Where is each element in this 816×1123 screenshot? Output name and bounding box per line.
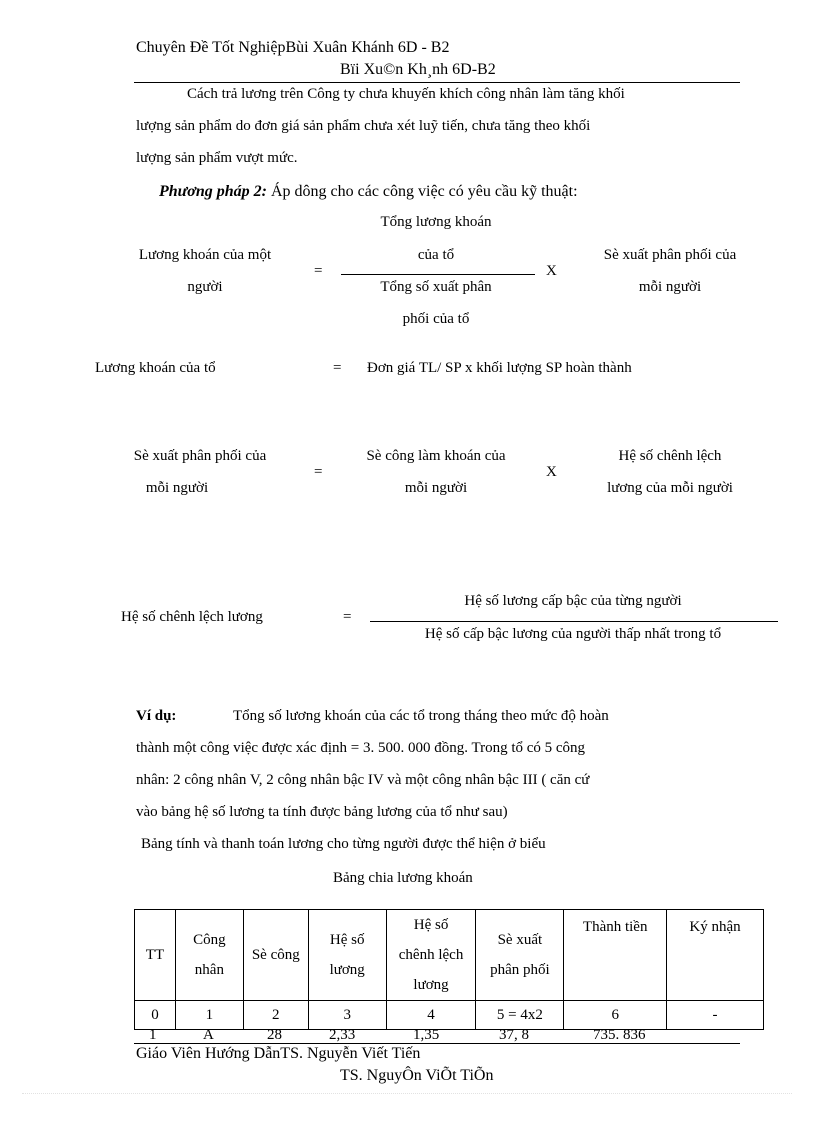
col-header-diff-coef: Hệ số chênh lệch lương — [386, 910, 476, 1001]
f3-lhs-line-1: Sè xuất phân phối của — [133, 448, 267, 464]
example-line-1: Tổng số lương khoán của các tổ trong tháng theo mức độ hoàn — [233, 708, 609, 724]
cut-cell: 37, 8 — [499, 1027, 529, 1043]
cut-cell: 28 — [267, 1027, 282, 1043]
header-line-1: Chuyên Đề Tốt NghiệpBùi Xuân Khánh 6D - B2 — [136, 39, 450, 56]
table-caption: Bảng chia lương khoán — [333, 870, 473, 886]
f1-rhs-line-1: Sè xuất phân phối của — [603, 247, 737, 263]
f3-middle-line-2: mỗi người — [404, 480, 468, 496]
table-cell: - — [667, 1001, 764, 1030]
table-cell: 3 — [308, 1001, 386, 1030]
cut-cell: 735. 836 — [593, 1027, 646, 1043]
f3-lhs-line-2: mỗi người — [145, 480, 209, 496]
table-header-row — [135, 910, 764, 1001]
header-line-2: Bïi Xu©n Kh¸nh 6D-B2 — [340, 61, 496, 78]
example-line-5: Bảng tính và thanh toán lương cho từng người được thể hiện ở biểu — [141, 836, 546, 852]
cut-cell: A — [203, 1027, 214, 1043]
intro-line-2: lượng sản phẩm do đơn giá sản phẩm chưa xét luỹ tiến, chưa tăng theo khối — [136, 118, 591, 134]
f3-rhs-line-2: lương của mỗi người — [607, 480, 733, 496]
example-line-2: thành một công việc được xác định = 3. 500. 000 đồng. Trong tổ có 5 công — [136, 740, 586, 756]
table-cell: 0 — [135, 1001, 176, 1030]
col-header-signature: Ký nhận — [667, 910, 764, 1001]
f3-middle-line-1: Sè công làm khoán của — [366, 448, 506, 464]
f4-fraction-bar — [370, 621, 778, 622]
col-header-shares: Sè xuất phân phối — [476, 910, 564, 1001]
f1-rhs-line-2: mỗi người — [638, 279, 702, 295]
footer-line-2: TS. NguyÔn ViÕt TiÕn — [340, 1067, 494, 1084]
footer-rule — [134, 1043, 740, 1044]
f2-equals: = — [333, 360, 342, 376]
col-header-workdays: Sè công — [243, 910, 308, 1001]
col-header-amount: Thành tiền — [564, 910, 667, 1001]
f1-lhs-line-2: người — [187, 279, 223, 295]
intro-line-1: Cách trả lương trên Công ty chưa khuyến khích công nhân làm tăng khối — [187, 86, 625, 102]
f3-equals: = — [314, 464, 323, 480]
f4-denominator: Hệ số cấp bậc lương của người thấp nhất trong tổ — [424, 626, 722, 642]
f1-denominator-line-2: phối của tổ — [402, 311, 470, 327]
header-rule — [134, 82, 740, 83]
table-cell: 4 — [386, 1001, 476, 1030]
salary-table — [134, 909, 764, 1030]
f4-equals: = — [343, 609, 352, 625]
method-2-text: Áp dông cho các công việc có yêu cầu kỹ thuật: — [266, 183, 578, 200]
table-cell: 2 — [243, 1001, 308, 1030]
f1-fraction-bar — [341, 274, 535, 275]
cut-cell: 2,33 — [329, 1027, 356, 1043]
f3-rhs-line-1: Hệ số chênh lệch — [618, 448, 722, 464]
example-line-4: vào bảng hệ số lương ta tính được bảng lương của tổ như sau) — [136, 804, 508, 820]
f1-numerator-line-1: Tổng lương khoán — [380, 214, 492, 230]
f1-equals: = — [314, 263, 323, 279]
f2-rhs: Đơn giá TL/ SP x khối lượng SP hoàn thành — [367, 360, 632, 376]
f1-numerator-line-2: của tổ — [417, 247, 455, 263]
table-index-row — [135, 1001, 764, 1030]
f2-lhs: Lương khoán của tổ — [95, 360, 216, 376]
f4-numerator: Hệ số lương cấp bậc của từng người — [464, 593, 682, 609]
f3-times: X — [546, 464, 557, 480]
cut-cell: 1 — [149, 1027, 157, 1043]
example-line-3: nhân: 2 công nhân V, 2 công nhân bậc IV và một công nhân bậc III ( căn cứ — [136, 772, 590, 788]
f4-lhs: Hệ số chênh lệch lương — [121, 609, 263, 625]
method-2-heading — [159, 183, 578, 201]
f1-denominator-line-1: Tổng số xuất phân — [380, 279, 492, 295]
cut-cell: 1,35 — [413, 1027, 440, 1043]
intro-line-3: lượng sản phẩm vượt mức. — [136, 150, 298, 166]
f1-times: X — [546, 263, 557, 279]
col-header-tt: TT — [135, 910, 176, 1001]
col-header-wage-coef: Hệ số lương — [308, 910, 386, 1001]
col-header-worker: Công nhân — [175, 910, 243, 1001]
footer-line-1: Giáo Viên Hướng DẫnTS. Nguyễn Viết Tiến — [136, 1045, 421, 1062]
page-edge-divider — [22, 1093, 792, 1094]
table-cell: 5 = 4x2 — [476, 1001, 564, 1030]
table-cell: 6 — [564, 1001, 667, 1030]
example-label: Ví dụ: — [136, 708, 177, 724]
method-2-label: Phương pháp 2: — [159, 183, 267, 200]
f1-lhs-line-1: Lương khoán của một — [138, 247, 272, 263]
table-cell: 1 — [175, 1001, 243, 1030]
